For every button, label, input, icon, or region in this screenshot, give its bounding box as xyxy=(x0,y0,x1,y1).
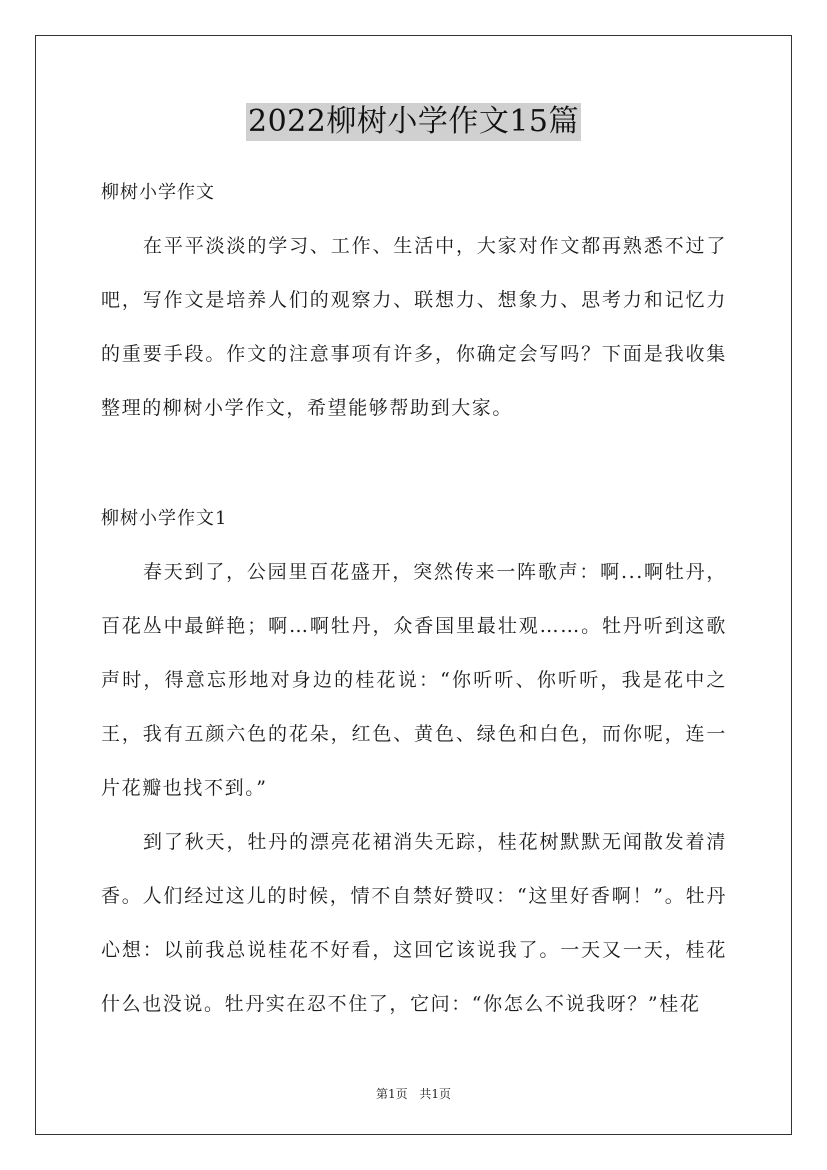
essay-paragraph-2: 到了秋天，牡丹的漂亮花裙消失无踪，桂花树默默无闻散发着清香。人们经过这儿的时候，情不自禁好赞叹：“这里好香啊！”。牡丹心想：以前我总说桂花不好看，这回它该说我了。一天又一天，桂花什么也没说。牡丹实在忍不住了，它问：“你怎么不说我呀？”桂花 xyxy=(101,831,727,1015)
page-footer xyxy=(0,1085,827,1102)
intro-paragraph: 在平平淡淡的学习、工作、生活中，大家对作文都再熟悉不过了吧，写作文是培养人们的观察力、联想力、想象力、思考力和记忆力的重要手段。作文的注意事项有许多，你确定会写吗？下面是我收集整理的柳树小学作文，希望能够帮助到大家。 xyxy=(101,235,727,419)
total-pages: 共1页 xyxy=(419,1087,452,1101)
essay-heading: 柳树小学作文1 xyxy=(101,508,228,529)
page-number: 第1页 xyxy=(375,1087,408,1101)
title-container xyxy=(0,103,827,141)
section-heading: 柳树小学作文 xyxy=(101,182,215,203)
document-title: 2022柳树小学作文15篇 xyxy=(247,104,580,139)
essay-paragraph-1: 春天到了，公园里百花盛开，突然传来一阵歌声：啊...啊牡丹，百花丛中最鲜艳；啊…啊牡丹，众香国里最壮观……。牡丹听到这歌声时，得意忘形地对身边的桂花说：“你听听、你听听，我是花中之王，我有五颜六色的花朵，红色、黄色、绿色和白色，而你呢，连一片花瓣也找不到。” xyxy=(101,561,727,799)
